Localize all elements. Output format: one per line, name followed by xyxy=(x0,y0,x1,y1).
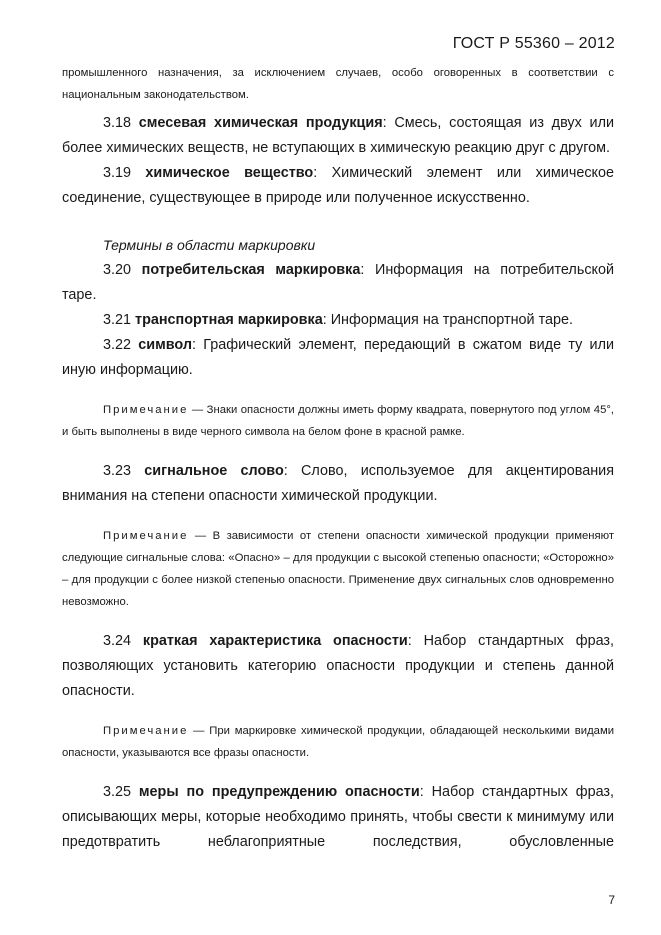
term-name: символ xyxy=(138,337,193,353)
term-separator: : xyxy=(322,312,327,328)
note-text: В зависимости от степени опасности химической продукции применяют следующие сигнальные слова: «Опасно» – для продукции с высокой степенью опасности; «Осторожно» – для продукции с более низкой степенью опасности. Применение двух сигнальных слов одновременно невозможно. xyxy=(62,530,615,608)
term-separator: : xyxy=(419,784,424,800)
term-definition: Графический элемент, передающий в сжатом виде ту или иную информацию. xyxy=(62,337,615,378)
term-3-22 xyxy=(62,333,614,383)
term-number: 3.25 xyxy=(103,784,132,800)
term-3-21 xyxy=(62,308,614,333)
term-number: 3.22 xyxy=(103,337,132,353)
note-dash: — xyxy=(194,530,207,542)
term-definition: Набор стандартных фраз, описывающих меры, которые необходимо принять, чтобы свести к минимуму или предотвратить неблагоприятные последствия, обусловленные xyxy=(62,784,615,850)
term-definition: Слово, используемое для акцентирования внимания на степени опасности химической продукции. xyxy=(62,463,615,504)
term-name: меры по предупреждению опасности xyxy=(138,784,420,800)
term-number: 3.18 xyxy=(103,115,132,131)
term-separator: : xyxy=(283,463,288,479)
page-number: 7 xyxy=(608,893,615,907)
term-separator: : xyxy=(313,165,318,181)
term-3-20 xyxy=(62,258,614,308)
term-definition: Смесь, состоящая из двух или более химических веществ, не вступающих в химическую реакцию друг с другом. xyxy=(62,115,615,156)
term-number: 3.19 xyxy=(103,165,132,181)
note-label: Примечание xyxy=(103,404,189,416)
term-3-25 xyxy=(62,780,614,855)
term-number: 3.20 xyxy=(103,262,132,278)
term-separator: : xyxy=(192,337,197,353)
term-name: химическое вещество xyxy=(145,165,314,181)
page-content xyxy=(62,62,614,855)
note-text: При маркировке химической продукции, обладающей несколькими видами опасности, указываются все фразы опасности. xyxy=(62,725,615,759)
note-dash: — xyxy=(191,404,204,416)
note-label: Примечание xyxy=(103,530,189,542)
term-name: краткая характеристика опасности xyxy=(142,633,408,649)
term-3-18 xyxy=(62,111,614,161)
document-header: ГОСТ Р 55360 – 2012 xyxy=(452,35,615,52)
term-name: смесевая химическая продукция xyxy=(138,115,383,131)
note-text: Знаки опасности должны иметь форму квадрата, повернутого под углом 45°, и быть выполнены в виде черного символа на белом фоне в красной рамке. xyxy=(62,404,615,438)
term-3-19 xyxy=(62,161,614,211)
term-number: 3.21 xyxy=(103,312,132,328)
note-3 xyxy=(62,720,614,764)
section-subheading: Термины в области маркировки xyxy=(103,237,316,253)
term-definition: Информация на потребительской таре. xyxy=(62,262,615,303)
term-name: сигнальное слово xyxy=(144,463,284,479)
term-3-24 xyxy=(62,629,614,704)
term-definition: Информация на транспортной таре. xyxy=(330,312,574,328)
term-definition: Химический элемент или химическое соединение, существующее в природе или полученное искусственно. xyxy=(62,165,614,206)
note-2 xyxy=(62,525,614,613)
term-definition: Набор стандартных фраз, позволяющих установить категорию опасности продукции и степень данной опасности. xyxy=(62,633,615,699)
term-separator: : xyxy=(407,633,412,649)
term-name: транспортная маркировка xyxy=(135,312,323,328)
term-number: 3.23 xyxy=(103,463,132,479)
term-separator: : xyxy=(360,262,365,278)
note-label: Примечание xyxy=(103,725,189,737)
term-separator: : xyxy=(382,115,387,131)
term-name: потребительская маркировка xyxy=(141,262,361,278)
continuation-paragraph: промышленного назначения, за исключением случаев, особо оговоренных в соответствии с национальным законодательством. xyxy=(62,67,614,101)
term-number: 3.24 xyxy=(103,633,132,649)
note-dash: — xyxy=(193,725,205,737)
note-1 xyxy=(62,399,614,443)
term-3-23 xyxy=(62,459,614,509)
